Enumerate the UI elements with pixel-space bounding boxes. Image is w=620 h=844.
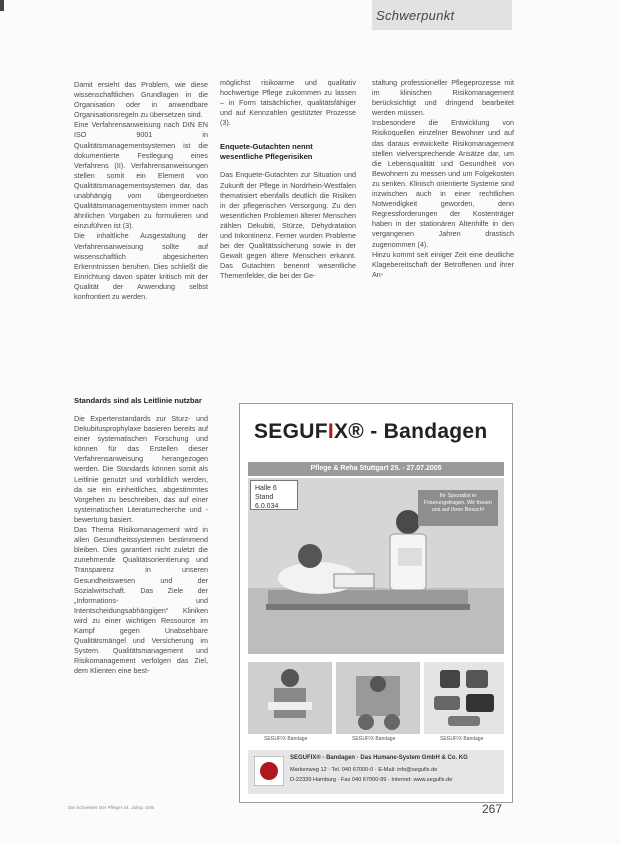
section-title: Schwerpunkt [376, 8, 455, 23]
ad-logo-text: SEGUF [254, 420, 328, 443]
ad-hall-label [250, 480, 298, 510]
person-illustration [248, 662, 332, 734]
subheading: Enquete-Gutachten nennt wesentliche Pflegerisiken [220, 142, 313, 162]
paragraph: Die Expertenstandards zur Sturz- und Dekubitusprophylaxe basieren bereits auf einer systematischen Forschung und können für das Erstellen dieser Verfahrensanweisung herangezogen werden. Die Standards können somit als Leitlinie genutzt und vorbildlich werden, da sie ein einheitliches, abgestimmtes Vorgehen zu beschreiben, das auf einer systematischen Literaturrecherche und -bewertung basiert. [74, 414, 208, 524]
paragraph: Das Thema Risikomanagement wird in allen Gesundheitssystemen bestimmend bleiben. Dies garantiert nicht zuletzt die zunehmende Qualitätsorientierung und Transparenz in unseren Gesundheitswesen und der Sozialwirtschaft. Das Ziele der „Informations- und Intentscheidungsabhängigen“ Kliniken wird zu einer wichtigen Ressource im Kampf gegen Unabsehbare Qualitätsmängel und Versicherung im System. Qualitätsmanagement und Risikomanagement verfolgen das Ziel, dem Klienten eine best- [74, 525, 208, 676]
ad-event-banner: Pflege & Reha Stuttgart 25. - 27.07.2005 [248, 462, 504, 476]
company-logo-icon [254, 756, 284, 786]
paragraph: Hinzu kommt seit einiger Zeit eine deutliche Klagebereitschaft der Betroffenen und ihrer An- [372, 249, 514, 279]
ad-product-photo [424, 662, 504, 734]
wheelchair-illustration [336, 662, 420, 734]
ad-logo [254, 420, 488, 444]
bandage-products-illustration [424, 662, 504, 734]
subheading: Standards sind als Leitlinie nutzbar [74, 396, 202, 405]
paragraph: staltung professioneller Pflegeprozesse mit im klinischen Risikomanagement berücksichtigt und dringend bearbeitet werden müssen. [372, 78, 514, 118]
page-edge-mark [0, 0, 4, 11]
ad-product-photo [336, 662, 420, 734]
paragraph: Eine Verfahrensanweisung nach DIN EN ISO 9001 in Qualitätsmanagementsystemen ist die dokumentierte Festlegung eines Verfahrens (II). Verfahrensanweisungen stellen somit ein Element von Qualitätsmanagementsystemen dar, das unabhängig vom übergeordneten Qualitätsmanagementsystem immer nach ähnlichen Vorgaben zu formulieren und einzuführen ist (3). [74, 120, 208, 231]
paragraph: Insbesondere die Entwicklung von Risikoquellen einzelner Bewohner und auf das daraus entwickelte Risikomanagement stellen vielversprechende Ansätze dar, um die Lebensqualität und Gesundheit von Bewohnern zu messen und um Folgekosten zu senken. Klinisch orientierte Systeme sind inzwischen auch in einer rechtlichen Notwendigkeit geworden, denn Regressforderungen der Kostenträger haben in der stationären Altenhilfe in den vergangenen Jahren drastisch zugenommen (4). [372, 118, 514, 249]
ad-photo-caption: SEGUFIX Bandage [352, 736, 396, 742]
stand-number: Stand 6.0.034 [255, 494, 279, 510]
column-1 [74, 80, 208, 302]
ad-footer-contact [248, 750, 504, 794]
journal-reference: Die Schwester Der Pfleger 44. Jahrg. 4/05 [68, 805, 155, 810]
paragraph: Das Enquete-Gutachten zur Situation und Zukunft der Pflege in Nordrhein-Westfalen thematisiert ebenfalls deutlich die Risiken in der pflegerischen Versorgung. Zu den wesentlichen Problemen älterer Menschen zählen Dekubiti, Stürze, Dehydratation und Inkontinenz. Ferner wurden Probleme bei der Qualitätssicherung sowie in der Gewalt gegen ältere Menschen erkannt. Das Gutachten benennt wesentliche Themenfelder, die bei der Ge- [220, 170, 356, 281]
ad-address-line: D-22339 Hamburg · Fax 040 67000-99 · Internet: www.segufix.de [290, 777, 453, 783]
hall-number: Halle 6 [255, 485, 277, 492]
ad-address-line: Markenweg 12 · Tel. 040 67000-0 · E-Mail: info@segufix.de [290, 767, 438, 773]
page-number: 267 [482, 802, 503, 816]
advertisement [239, 403, 513, 803]
ad-photo-caption: SEGUFIX Bandage [264, 736, 308, 742]
paragraph: Damit ersieht das Problem, wie diese wissenschaftlichen Grundlagen in die Organisation oder in anwendbare Organisationsregeln zu übersetzen sind. [74, 80, 208, 120]
column-3 [372, 78, 514, 280]
paragraph: Die inhaltliche Ausgestaltung der Verfahrensanweisung sollte auf wissenschaftlich abgesicherten Erkenntnissen beruhen. Dies schließt die Einrichtung davon später kritisch mit der Qualität der Anwendung selbst konfrontiert zu werden. [74, 231, 208, 301]
paragraph: möglichst risikoarme und qualitativ hochwertige Pflege zukommen zu lassen – in Form tatsächlicher, qualitätsfähiger und auf Kennzahlen gestützter Prozesse (3). [220, 78, 356, 128]
column-1-lower [74, 396, 208, 676]
column-2 [220, 78, 356, 282]
ad-logo-accent: I [327, 420, 334, 443]
ad-product-photo [248, 662, 332, 734]
ad-logo-text: X® - Bandagen [333, 420, 488, 443]
ad-company-name: SEGUFIX® - Bandagen · Das Humane-System GmbH & Co. KG [290, 755, 468, 761]
ad-photo-caption: SEGUFIX Bandage [440, 736, 484, 742]
ad-callout: Ihr Spezialist in Fixierungsfragen. Wir freuen uns auf Ihren Besuch! [418, 490, 498, 526]
